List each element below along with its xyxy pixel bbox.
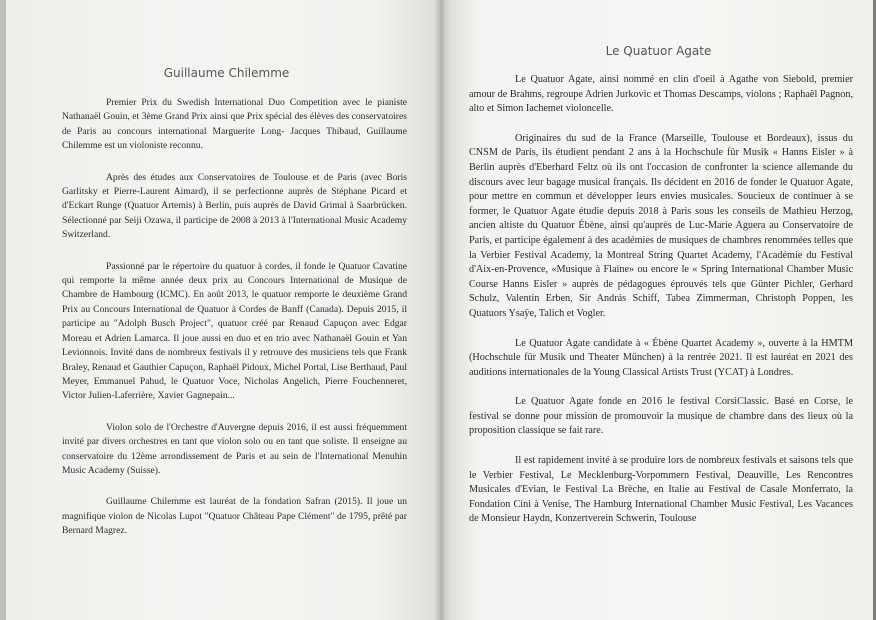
bio-paragraph: Le Quatuor Agate fonde en 2016 le festival CorsiClassic. Basé en Corse, le festival se donne pour mission de promouvoir la musique de chambre dans des lieux où la proposition classique se fait rare. (469, 396, 853, 437)
bio-paragraph: Passionné par le répertoire du quatuor à cordes, il fonde le Quatuor Cavatine qui remporte la même année deux prix au Concours International de Musique de Chambre de Hambourg (ICMC). En août 2013, le quatuor remporte le deuxième Grand Prix au Concours International de Quatuor à Cordes de Banff (Canada). Depuis 2015, il participe au "Adolph Busch Project", quatuor créé par Renaud Capuçon avec Edgar Moreau et Adrien Lamarca. Il joue aussi en duo et en trio avec Nathanaël Gouin et Yan Levionnois. Invité dans de nombreux festivals il y retrouve des musiciens tels que Frank Braley, Renaud et Gauthier Capuçon, Raphaël Pidoux, Michel Portal, Lise Berthaud, Paul Meyer, Emmanuel Pahud, le Quatuor Voce, Nicholas Angelich, Pierre Fouchenneret, Victor Julien-Laferrière, Xavier Gagnepain... (62, 260, 407, 402)
right-page (441, 0, 876, 620)
bio-paragraph: Il est rapidement invité à se produire lors de nombreux festivals et saisons tels que le Verbier Festival, Le Mecklenburg-Vorpommern Festival, Deauville, Les Rencontres Musicales d'Evian, le Festival La Brèche, en Italie au Festival de Casale Monferrato, la Fondation Cini à Venise, The Hamburg International Chamber Music Festival, Les Vacances de Monsieur Haydn, Konzertverein Schwerin, Toulouse (469, 455, 853, 525)
right-page-title: Le Quatuor Agate (605, 44, 712, 58)
bio-paragraph: Violon solo de l'Orchestre d'Auvergne depuis 2016, il est aussi fréquemment invité par divers orchestres en tant que violon solo ou en tant que soliste. Il enseigne au conservatoire du 12ème arrondissement de Paris et au sein de l'International Menuhin Music Academy (Suisse). (62, 421, 407, 476)
bio-paragraph: Originaires du sud de la France (Marseille, Toulouse et Bordeaux), issus du CNSM de Paris, ils étudient pendant 2 ans à la Hochschule für Musik « Hanns Eisler » à Berlin auprès d'Eberhard Feltz où ils ont l'occasion de confronter la science allemande du discours avec leur bagage musical français. Ils décident en 2016 de fonder le Quatuor Agate, pour mettre en commun et développer leurs envies musicales. Soucieux de continuer à se former, le Quatuor Agate étudie depuis 2018 à Paris sous les conseils de Mathieu Herzog, ancien altiste du Quatuor Ébène, ainsi qu'auprès de Luc-Marie Aguera au Conservatoire de Paris, et participe également à des académies de musiques de chambres renommées telles que la Verbier Festival Academy, la Montreal String Quartet Academy, l'Académie du Festival d'Aix-en-Provence, «Musique à Flaine» ou encore le « Spring International Chamber Music Course Hanns Eisler » auprès de pédagogues éprouvés tels que Günter Pichler, Gerhard Schulz, Valentin Erben, Sir András Schiff, Tabea Zimmerman, Christoph Poppen, les Quatuors Ysaÿe, Talich et Vogler. (469, 132, 853, 319)
bio-paragraph: Le Quatuor Agate candidate à « Ébène Quartet Academy », ouverte à la HMTM (Hochschule für Musik und Theater München) à la rentrée 2021. Il est lauréat en 2021 des auditions internationales de la Young Classical Artists Trust (YCAT) à Londres. (469, 337, 853, 378)
bio-paragraph: Après des études aux Conservatoires de Toulouse et de Paris (avec Boris Garlitsky et Pierre-Laurent Aimard), il se perfectionne auprès de Stéphane Picard et d'Eckart Runge (Quatuor Artemis) à Berlin, puis auprès de David Grimal à Saarbrücken. Sélectionné par Seiji Ozawa, il participe de 2008 à 2013 à l'International Music Academy Switzerland. (62, 171, 407, 241)
bio-paragraph: Premier Prix du Swedish International Duo Competition avec le pianiste Nathanaël Gouin, et 3ème Grand Prix ainsi que Prix spécial des élèves des conservatoires de Paris au concours international Marguerite Long- Jacques Thibaud, Guillaume Chilemme est un violoniste reconnu. (62, 97, 407, 152)
left-page-title: Guillaume Chilemme (163, 66, 290, 80)
bio-paragraph: Le Quatuor Agate, ainsi nommé en clin d'oeil à Agathe von Siebold, premier amour de Brahms, regroupe Adrien Jurkovic et Thomas Descamps, violons ; Raphaël Pagnon, alto et Simon Iachemet violoncelle. (469, 74, 853, 115)
bio-paragraph: Guillaume Chilemme est lauréat de la fondation Safran (2015). Il joue un magnifique violon de Nicolas Lupot "Quatuor Château Pape Clément" de 1795, prêté par Bernard Magrez. (62, 496, 407, 537)
right-page-body (469, 73, 853, 542)
left-page-body (62, 96, 407, 556)
